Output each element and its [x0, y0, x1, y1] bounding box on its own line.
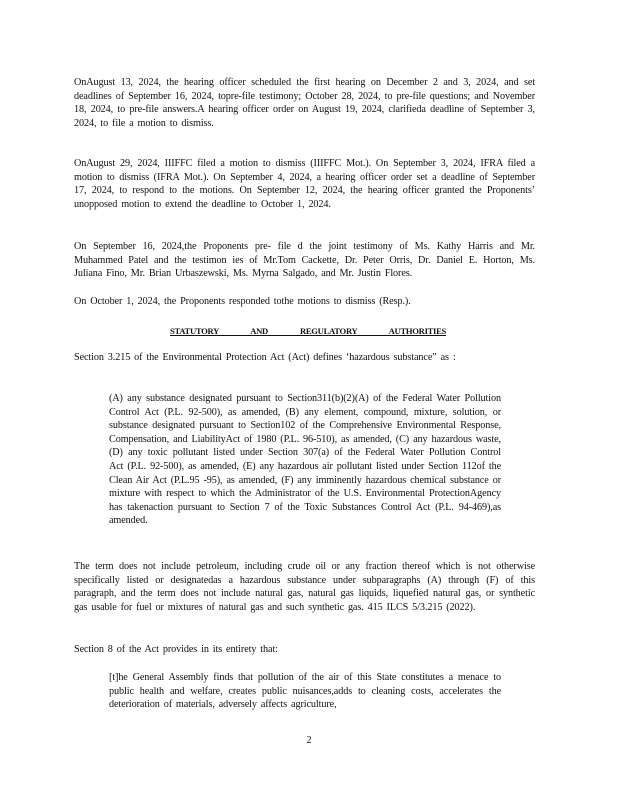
block-quote-section-8: [t]he General Assembly finds that pollution of the air of this State constitutes a menace to public health and welfare, creates public nuisances,adds to cleaning costs, accelerates the deterioration of materials, adversely affects agriculture, [109, 672, 501, 711]
paragraph-section-3215-intro: Section 3.215 of the Environmental Protection Act (Act) defines ‘hazardous substance” as : [74, 352, 456, 363]
page-number: 2 [306, 735, 312, 746]
section-heading: STATUTORY AND REGULATORY AUTHORITIES [170, 326, 446, 336]
paragraph-hearing-schedule: OnAugust 13, 2024, the hearing officer scheduled the first hearing on December 2 and 3, 2024, and set deadlines of September 16, 2024, topre-file testimony; October 28, 2024, to pre-file questions; and November 18, 2024, to pre-file answers.A hearing officer order on August 19, 2024, clarifieda deadline of September 3, 2024, to file a motion to dismiss. [74, 77, 535, 129]
paragraph-prefiled-testimony: On September 16, 2024,the Proponents pre- file d the joint testimony of Ms. Kathy Harris and Mr. Muhammed Patel and the testimon ies of Mr.Tom Cackette, Dr. Peter Orris, Dr. Daniel E. Horton, Ms. Juliana Fino, Mr. Brian Urbaszewski, Ms. Myrna Salgado, and Mr. Justin Flores. [74, 241, 535, 280]
block-quote-hazardous-substance: (A) any substance designated pursuant to Section311(b)(2)(A) of the Federal Water Pollution Control Act (P.L. 92-500), as amended, (B) any element, compound, mixture, solution, or substance designated pursuant to Section102 of the Comprehensive Environmental Response, Compensation, and LiabilityAct of 1980 (P.L. 96-510), as amended, (C) any hazardous waste, (D) any toxic pollutant listed under Section 307(a) of the Federal Water Pollution Control Act (P.L. 92-500), as amended, (E) any hazardous air pollutant listed under Section 112of the Clean Air Act (P.L.95 -95), as amended, (F) any imminently hazardous chemical substance or mixture with respect to which the Administrator of the U.S. Environmental ProtectionAgency has takenaction pursuant to Section 7 of the Toxic Substances Control Act (P.L. 94-469),as amended. [109, 393, 501, 527]
paragraph-proponents-response: On October 1, 2024, the Proponents responded tothe motions to dismiss (Resp.). [74, 296, 411, 307]
paragraph-term-exclusions: The term does not include petroleum, including crude oil or any fraction thereof which is not otherwise specifically listed or designatedas a hazardous substance under subparagraphs (A) through (F) of this paragraph, and the term does not include natural gas, natural gas liquids, liquefied natural gas, or synthetic gas usable for fuel or mixtures of natural gas and such synthetic gas. 415 ILCS 5/3.215 (2022). [74, 561, 535, 613]
paragraph-motions-to-dismiss: OnAugust 29, 2024, IIIFFC filed a motion to dismiss (IIIFFC Mot.). On September 3, 2024, IFRA filed a motion to dismiss (IFRA Mot.). On September 4, 2024, a hearing officer order set a deadline of September 17, 2024, to respond to the motions. On September 12, 2024, the hearing officer granted the Proponents’ unopposed motion to extend the deadline to October 1, 2024. [74, 158, 535, 210]
paragraph-section-8-intro: Section 8 of the Act provides in its entirety that: [74, 644, 278, 655]
